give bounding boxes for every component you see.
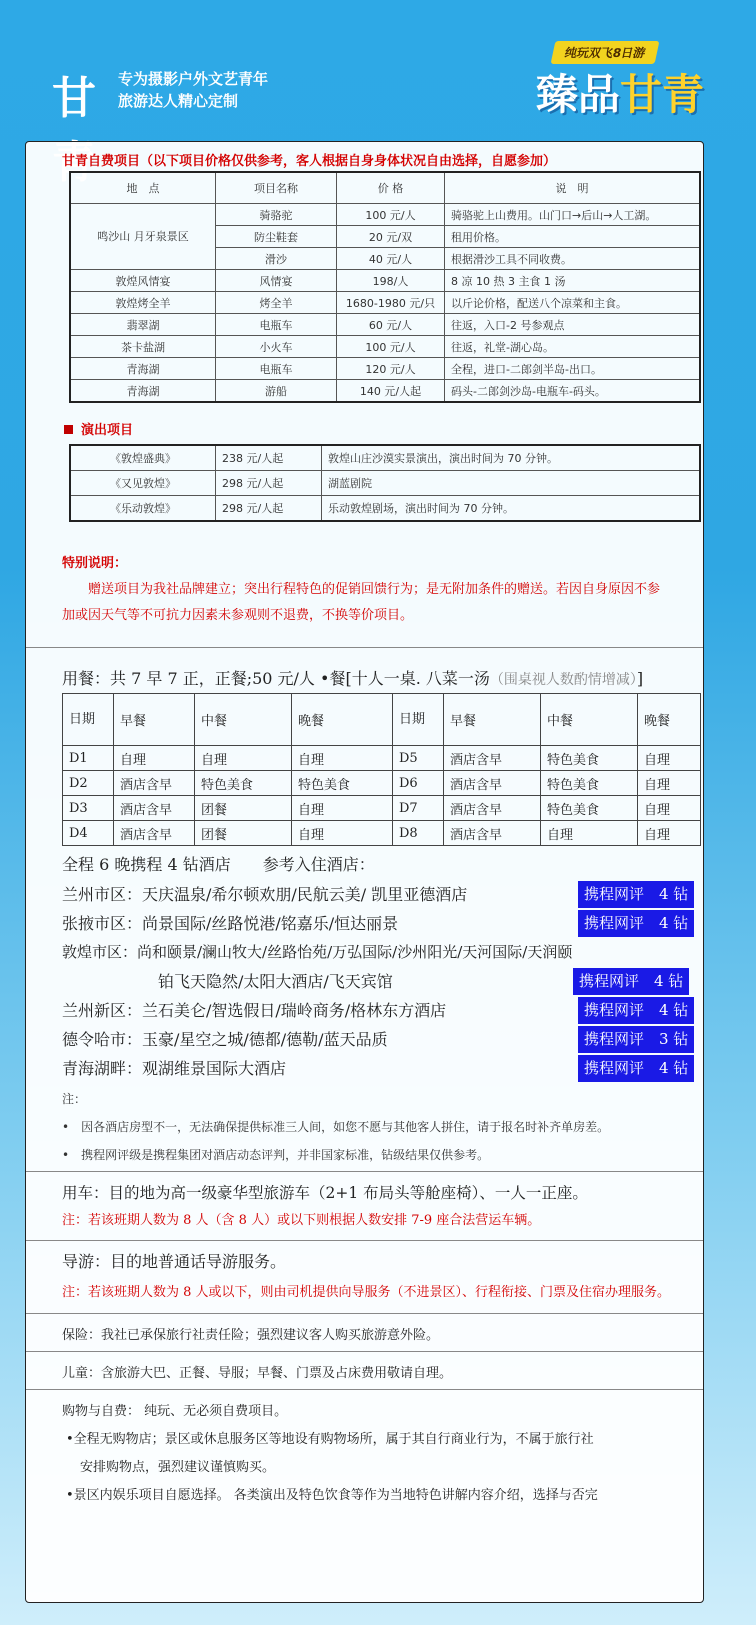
brand-part-a: 臻品 bbox=[536, 70, 621, 119]
logo-tagline-1: 专为摄影户外文艺青年 bbox=[118, 70, 269, 88]
fees-price: 100 元/人 bbox=[337, 204, 445, 226]
show-price: 298 元/人起 bbox=[216, 496, 322, 522]
list-item: 安排购物点，强烈建议谨慎购买。 bbox=[80, 1460, 276, 1475]
table-row bbox=[70, 471, 700, 496]
meal-cell: 自理 bbox=[114, 746, 195, 771]
fees-section bbox=[26, 142, 703, 648]
table-row bbox=[70, 314, 700, 336]
meal-cell: 酒店含早 bbox=[114, 771, 195, 796]
meal-cell: 特色美食 bbox=[195, 771, 292, 796]
table-row bbox=[70, 204, 700, 226]
table-row bbox=[70, 445, 700, 471]
guide-section bbox=[26, 1241, 703, 1314]
meal-cell: D7 bbox=[393, 796, 444, 821]
meals-title-main: 用餐：共 7 早 7 正，正餐;50 元/人 •餐[十人一桌. 八菜一汤 bbox=[62, 669, 490, 688]
fees-price: 1680-1980 元/只 bbox=[337, 292, 445, 314]
meals-header-breakfast: 早餐 bbox=[114, 694, 195, 746]
fees-place: 敦煌烤全羊 bbox=[70, 292, 216, 314]
list-item: • 因各酒店房型不一，无法确保提供标准三人间，如您不愿与其他客人拼住，请于报名时补齐单房差。 bbox=[62, 1120, 610, 1134]
fees-desc: 往返，入口-2 号参观点 bbox=[445, 314, 701, 336]
show-desc: 敦煌山庄沙漠实景演出，演出时间为 70 分钟。 bbox=[322, 445, 701, 471]
hotel-text: 青海湖畔：观湖维景国际大酒店 bbox=[62, 1059, 287, 1078]
meal-cell: 自理 bbox=[292, 746, 393, 771]
fees-desc: 骑骆驼上山费用。山门口→后山→人工湖。 bbox=[445, 204, 701, 226]
hotel-row bbox=[62, 1054, 703, 1083]
meals-header-dinner: 晚餐 bbox=[638, 694, 701, 746]
hotel-rating-badge: 携程网评 4 钻 bbox=[578, 997, 694, 1024]
fees-item: 烤全羊 bbox=[216, 292, 337, 314]
show-desc: 乐动敦煌剧场，演出时间为 70 分钟。 bbox=[322, 496, 701, 522]
meals-title-end: ] bbox=[636, 669, 644, 688]
logo-tagline-2: 旅游达人精心定制 bbox=[118, 92, 239, 110]
table-row bbox=[70, 270, 700, 292]
meal-cell: 特色美食 bbox=[541, 796, 638, 821]
hotel-rating-badge: 携程网评 4 钻 bbox=[578, 910, 694, 937]
show-price: 298 元/人起 bbox=[216, 471, 322, 496]
fees-header-place: 地 点 bbox=[70, 172, 216, 204]
note-text: 携程网评级是携程集团对酒店动态评判，并非国家标准，钻级结果仅供参考。 bbox=[81, 1148, 490, 1162]
list-item: •景区内娱乐项目自愿选择。 各类演出及特色饮食等作为当地特色讲解内容介绍，选择与否完 bbox=[66, 1488, 598, 1503]
meal-cell: D3 bbox=[63, 796, 114, 821]
hotel-row bbox=[62, 996, 703, 1025]
show-name: 《敦煌盛典》 bbox=[70, 445, 216, 471]
hotel-text: 兰州新区：兰石美仑/智选假日/瑞岭商务/格林东方酒店 bbox=[62, 1001, 447, 1020]
table-row bbox=[70, 380, 700, 403]
fees-price: 60 元/人 bbox=[337, 314, 445, 336]
hotel-text: 张掖市区：尚景国际/丝路悦港/铭嘉乐/恒达丽景 bbox=[62, 914, 399, 933]
hotel-text: 德令哈市：玉豪/星空之城/德都/德勒/蓝天品质 bbox=[62, 1030, 388, 1049]
hotel-text: 铂飞天隐然/太阳大酒店/飞天宾馆 bbox=[158, 972, 393, 991]
fees-place: 青海湖 bbox=[70, 358, 216, 380]
fees-item: 游船 bbox=[216, 380, 337, 403]
car-text: 用车：目的地为高一级豪华型旅游车（2+1 布局头等舱座椅）、一人一正座。 bbox=[62, 1184, 588, 1202]
meal-cell: 团餐 bbox=[195, 821, 292, 846]
special-text: 赠送项目为我社品牌建立；突出行程特色的促销回馈行为；是无附加条件的赠送。若因自身原因不参加或因天气等不可抗力因素未参观则不退费，不换等价项目。 bbox=[62, 582, 661, 623]
fees-price: 20 元/双 bbox=[337, 226, 445, 248]
fees-desc: 根据滑沙工具不同收费。 bbox=[445, 248, 701, 270]
fees-price: 100 元/人 bbox=[337, 336, 445, 358]
meal-cell: 酒店含早 bbox=[444, 746, 541, 771]
meal-cell: 酒店含早 bbox=[114, 821, 195, 846]
hotels-notes bbox=[26, 1083, 703, 1169]
fees-price: 40 元/人 bbox=[337, 248, 445, 270]
meals-header-lunch: 中餐 bbox=[195, 694, 292, 746]
table-row bbox=[70, 496, 700, 522]
show-price: 238 元/人起 bbox=[216, 445, 322, 471]
meal-cell: D1 bbox=[63, 746, 114, 771]
shopping-title: 购物与自费： 纯玩、无必须自费项目。 bbox=[62, 1404, 288, 1419]
fees-desc: 往返，礼堂-湖心岛。 bbox=[445, 336, 701, 358]
guide-note: 注：若该班期人数为 8 人或以下，则由司机提供向导服务（不进景区）、行程衔接、门票及住宿办理服务。 bbox=[62, 1285, 671, 1300]
meal-cell: 自理 bbox=[638, 821, 701, 846]
fees-title: 甘青自费项目（以下项目价格仅供参考，客人根据自身身体状况自由选择，自愿参加） bbox=[62, 154, 557, 169]
fees-header-price: 价 格 bbox=[337, 172, 445, 204]
fees-item: 骑骆驼 bbox=[216, 204, 337, 226]
brand-part-b: 甘青 bbox=[620, 70, 705, 119]
fees-item: 电瓶车 bbox=[216, 314, 337, 336]
fees-price: 140 元/人起 bbox=[337, 380, 445, 403]
fees-price: 198/人 bbox=[337, 270, 445, 292]
meals-section bbox=[26, 648, 703, 846]
meal-cell: D2 bbox=[63, 771, 114, 796]
meal-cell: D8 bbox=[393, 821, 444, 846]
fees-header-desc: 说 明 bbox=[445, 172, 701, 204]
table-row bbox=[63, 771, 701, 796]
fees-desc: 码头-二郎剑沙岛-电瓶车-码头。 bbox=[445, 380, 701, 403]
hotel-text: 兰州市区：天庆温泉/希尔顿欢朋/民航云美/ 凯里亚德酒店 bbox=[62, 885, 468, 904]
fees-desc: 以斤论价格，配送八个凉菜和主食。 bbox=[445, 292, 701, 314]
meal-cell: 自理 bbox=[541, 821, 638, 846]
guide-text: 导游：目的地普通话导游服务。 bbox=[62, 1252, 287, 1271]
fees-place: 翡翠湖 bbox=[70, 314, 216, 336]
hotel-row bbox=[62, 938, 703, 967]
brand-title bbox=[536, 62, 704, 122]
meal-cell: 特色美食 bbox=[541, 771, 638, 796]
meals-header-dinner: 晚餐 bbox=[292, 694, 393, 746]
fees-place: 鸣沙山 月牙泉景区 bbox=[70, 204, 216, 270]
square-bullet-icon bbox=[64, 425, 73, 434]
meal-cell: D6 bbox=[393, 771, 444, 796]
meal-cell: 酒店含早 bbox=[444, 796, 541, 821]
fees-place: 茶卡盐湖 bbox=[70, 336, 216, 358]
special-title: 特别说明： bbox=[62, 556, 128, 571]
meals-header-day: 日期 bbox=[63, 694, 114, 746]
table-row bbox=[70, 292, 700, 314]
meal-cell: 酒店含早 bbox=[114, 796, 195, 821]
fees-place: 青海湖 bbox=[70, 380, 216, 403]
fees-item: 电瓶车 bbox=[216, 358, 337, 380]
hotels-title: 全程 6 晚携程 4 钻酒店 参考入住酒店： bbox=[62, 855, 375, 874]
children-text: 儿童：含旅游大巴、正餐、导服；早餐、门票及占床费用敬请自理。 bbox=[26, 1352, 703, 1390]
meal-cell: 自理 bbox=[638, 796, 701, 821]
shows-title: 演出项目 bbox=[81, 423, 134, 438]
logo-mark: 甘 bbox=[52, 73, 96, 124]
note-text: 因各酒店房型不一，无法确保提供标准三人间，如您不愿与其他客人拼住，请于报名时补齐单房差。 bbox=[81, 1120, 610, 1134]
fees-item: 风情宴 bbox=[216, 270, 337, 292]
fees-item: 防尘鞋套 bbox=[216, 226, 337, 248]
insurance-text: 保险：我社已承保旅行社责任险；强烈建议客人购买旅游意外险。 bbox=[26, 1314, 703, 1352]
shows-heading bbox=[26, 403, 703, 444]
fees-item: 滑沙 bbox=[216, 248, 337, 270]
meal-cell: 自理 bbox=[195, 746, 292, 771]
meals-header-breakfast: 早餐 bbox=[444, 694, 541, 746]
meal-cell: 酒店含早 bbox=[444, 821, 541, 846]
fees-item: 小火车 bbox=[216, 336, 337, 358]
fees-place: 敦煌风情宴 bbox=[70, 270, 216, 292]
meal-cell: 自理 bbox=[292, 796, 393, 821]
meal-cell: 团餐 bbox=[195, 796, 292, 821]
hotel-rating-badge: 携程网评 4 钻 bbox=[578, 1055, 694, 1082]
content-card bbox=[25, 141, 704, 1603]
fees-header-item: 项目名称 bbox=[216, 172, 337, 204]
meal-cell: 自理 bbox=[638, 746, 701, 771]
list-item: • 携程网评级是携程集团对酒店动态评判，并非国家标准，钻级结果仅供参考。 bbox=[62, 1148, 490, 1162]
shows-table bbox=[69, 444, 701, 522]
tour-badge: 纯玩双飞8日游 bbox=[551, 41, 660, 64]
fees-desc: 全程，进口-二郎剑半岛-出口。 bbox=[445, 358, 701, 380]
hotel-row bbox=[62, 967, 703, 996]
meal-cell: 自理 bbox=[638, 771, 701, 796]
meals-title bbox=[26, 648, 703, 693]
meal-cell: 自理 bbox=[292, 821, 393, 846]
fees-desc: 租用价格。 bbox=[445, 226, 701, 248]
hotel-row bbox=[62, 909, 703, 938]
meal-cell: D4 bbox=[63, 821, 114, 846]
table-row bbox=[63, 796, 701, 821]
meal-cell: 特色美食 bbox=[541, 746, 638, 771]
hotel-rating-badge: 携程网评 3 钻 bbox=[578, 1026, 694, 1053]
car-section bbox=[26, 1172, 703, 1241]
meal-cell: D5 bbox=[393, 746, 444, 771]
list-item: •全程无购物店；景区或休息服务区等地设有购物场所，属于其自行商业行为，不属于旅行社 bbox=[66, 1432, 594, 1447]
table-row bbox=[63, 821, 701, 846]
hotel-text: 敦煌市区：尚和颐景/澜山牧大/丝路怡苑/万弘国际/沙州阳光/天河国际/天润颐 bbox=[62, 943, 573, 961]
hotel-rating-badge: 携程网评 4 钻 bbox=[578, 881, 694, 908]
table-row bbox=[63, 746, 701, 771]
fees-price: 120 元/人 bbox=[337, 358, 445, 380]
meal-cell: 特色美食 bbox=[292, 771, 393, 796]
meals-title-note: （围桌视人数酌情增减） bbox=[489, 672, 637, 688]
table-row bbox=[70, 358, 700, 380]
shopping-section bbox=[26, 1390, 703, 1510]
hotel-row bbox=[62, 1025, 703, 1054]
show-desc: 湖蓝剧院 bbox=[322, 471, 701, 496]
hotel-row bbox=[62, 880, 703, 909]
car-note: 注：若该班期人数为 8 人（含 8 人）或以下则根据人数安排 7-9 座合法营运车辆。 bbox=[62, 1213, 541, 1228]
hotels-section bbox=[26, 846, 703, 1172]
table-row bbox=[70, 336, 700, 358]
notes-label: 注： bbox=[62, 1092, 87, 1106]
fees-table bbox=[69, 171, 701, 403]
meals-header-lunch: 中餐 bbox=[541, 694, 638, 746]
show-name: 《乐动敦煌》 bbox=[70, 496, 216, 522]
hotel-rating-badge: 携程网评 4 钻 bbox=[573, 968, 689, 995]
meals-table bbox=[62, 693, 701, 846]
meals-header-day: 日期 bbox=[393, 694, 444, 746]
meal-cell: 酒店含早 bbox=[444, 771, 541, 796]
fees-desc: 8 凉 10 热 3 主食 1 汤 bbox=[445, 270, 701, 292]
show-name: 《又见敦煌》 bbox=[70, 471, 216, 496]
